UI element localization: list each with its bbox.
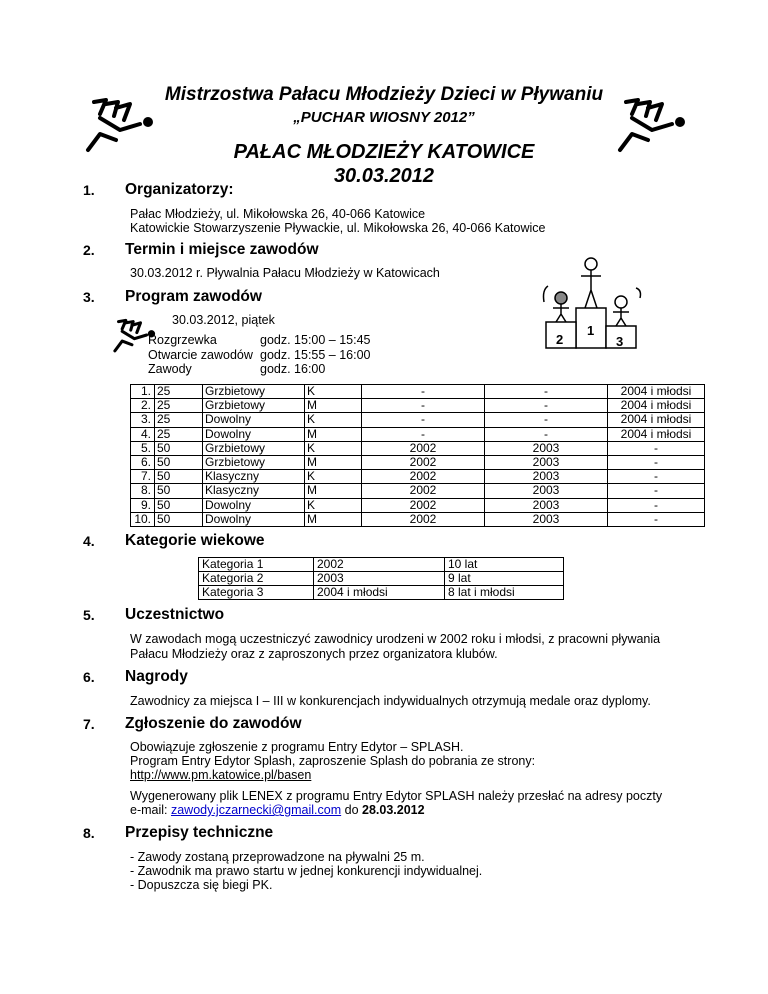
event-year-b: 2003 [485,470,608,484]
section-1-number: 1. [83,182,95,198]
section-6-line-1: Zawodnicy za miejsca I – III w konkurencjach indywidualnych otrzymują medale oraz dyplomy. [130,694,651,708]
events-table [130,384,705,527]
download-url-link[interactable]: http://www.pm.katowice.pl/basen [130,768,312,782]
event-year-b: - [485,385,608,399]
schedule-time: godz. 15:55 – 16:00 [260,347,371,362]
event-row [131,470,705,484]
event-distance: 50 [155,512,203,526]
event-subtitle: „PUCHAR WIOSNY 2012” [293,109,475,126]
section-1-line-2: Katowickie Stowarzyszenie Pływackie, ul. Mikołowska 26, 40-066 Katowice [130,221,546,235]
event-year-a: 2002 [362,441,485,455]
section-4-number: 4. [83,533,95,549]
event-year-b: - [485,399,608,413]
event-stroke: Dowolny [203,498,305,512]
event-year-c: - [608,498,705,512]
category-row [199,558,564,572]
event-row [131,484,705,498]
event-year-c: - [608,470,705,484]
category-year: 2003 [314,572,445,586]
event-stroke: Klasyczny [203,484,305,498]
event-stroke: Grzbietowy [203,399,305,413]
event-year-c: 2004 i młodsi [608,385,705,399]
schedule-time: godz. 16:00 [260,362,326,376]
category-name: Kategoria 3 [199,586,314,600]
section-8-number: 8. [83,825,95,841]
event-gender: M [305,512,362,526]
section-7-number: 7. [83,716,95,732]
email-prefix: e-mail: [130,803,171,817]
event-stroke: Grzbietowy [203,455,305,469]
event-gender: K [305,385,362,399]
section-5-line-1: W zawodach mogą uczestniczyć zawodnicy urodzeni w 2002 roku i młodsi, z pracowni pływania [130,632,661,646]
event-distance: 50 [155,470,203,484]
event-year-a: 2002 [362,484,485,498]
event-year-c: 2004 i młodsi [608,427,705,441]
event-stroke: Grzbietowy [203,441,305,455]
event-year-a: - [362,399,485,413]
event-distance: 25 [155,385,203,399]
event-distance: 50 [155,455,203,469]
section-1-line-1: Pałac Młodzieży, ul. Mikołowska 26, 40-066 Katowice [130,207,426,221]
event-row [131,455,705,469]
section-7-line-2: Program Entry Edytor Splash, zaproszenie Splash do pobrania ze strony: [130,754,536,768]
category-row [199,586,564,600]
event-row [131,413,705,427]
section-3-number: 3. [83,289,95,305]
event-number: 4. [131,427,155,441]
section-7-heading: Zgłoszenie do zawodów [125,715,302,732]
section-2-number: 2. [83,242,95,258]
podium-place-3: 3 [616,334,624,349]
event-gender: M [305,399,362,413]
event-year-c: 2004 i młodsi [608,399,705,413]
event-year-b: 2003 [485,441,608,455]
event-year-b: - [485,413,608,427]
section-5-number: 5. [83,607,95,623]
event-year-a: - [362,385,485,399]
event-gender: K [305,470,362,484]
event-distance: 50 [155,498,203,512]
section-2-line-1: 30.03.2012 r. Pływalnia Pałacu Młodzieży w Katowicach [130,266,440,280]
event-year-b: 2003 [485,512,608,526]
event-row [131,498,705,512]
section-4-heading: Kategorie wiekowe [125,532,265,549]
section-2-heading: Termin i miejsce zawodów [125,241,319,258]
category-name: Kategoria 1 [199,558,314,572]
event-year-a: 2002 [362,498,485,512]
event-date: 30.03.2012 [333,165,435,187]
event-number: 10. [131,512,155,526]
schedule-row [148,333,371,348]
section-7-email-line [130,803,425,818]
event-year-a: 2002 [362,470,485,484]
event-gender: M [305,484,362,498]
email-mid: do [341,803,362,817]
venue-name: PAŁAC MŁODZIEŻY KATOWICE [233,141,535,163]
schedule [148,333,371,377]
schedule-label: Rozgrzewka [148,333,217,347]
category-age: 10 lat [445,558,564,572]
category-row [199,572,564,586]
section-7-line-3: Wygenerowany plik LENEX z programu Entry Edytor SPLASH należy przesłać na adresy poczty [130,789,663,803]
schedule-label: Zawody [148,362,192,376]
section-1-heading: Organizatorzy: [125,181,234,198]
age-categories-table [198,557,564,600]
section-8-line-2: - Zawodnik ma prawo startu w jednej konkurencji indywidualnej. [130,864,483,878]
venue-title [0,140,768,188]
event-year-a: - [362,413,485,427]
event-row [131,385,705,399]
event-distance: 25 [155,399,203,413]
section-3-heading: Program zawodów [125,288,262,305]
schedule-row [148,348,371,363]
event-year-b: - [485,427,608,441]
schedule-time: godz. 15:00 – 15:45 [260,333,371,347]
category-age: 9 lat [445,572,564,586]
event-gender: K [305,498,362,512]
event-number: 6. [131,455,155,469]
event-year-b: 2003 [485,498,608,512]
event-gender: K [305,413,362,427]
event-row [131,441,705,455]
event-year-a: - [362,427,485,441]
event-year-a: 2002 [362,512,485,526]
category-age: 8 lat i młodsi [445,586,564,600]
section-8-heading: Przepisy techniczne [125,824,274,841]
event-year-c: - [608,441,705,455]
event-number: 1. [131,385,155,399]
event-row [131,399,705,413]
section-6-number: 6. [83,669,95,685]
event-distance: 50 [155,441,203,455]
event-year-a: 2002 [362,455,485,469]
event-year-c: - [608,455,705,469]
podium-place-1: 1 [587,323,595,338]
event-stroke: Klasyczny [203,470,305,484]
category-year: 2002 [314,558,445,572]
event-gender: K [305,441,362,455]
event-year-c: - [608,512,705,526]
schedule-label: Otwarcie zawodów [148,347,253,362]
category-name: Kategoria 2 [199,572,314,586]
category-year: 2004 i młodsi [314,586,445,600]
event-row [131,512,705,526]
event-year-b: 2003 [485,455,608,469]
section-5-heading: Uczestnictwo [125,606,225,623]
event-distance: 25 [155,427,203,441]
email-link[interactable]: zawody.jczarnecki@gmail.com [170,803,342,817]
event-number: 5. [131,441,155,455]
podium-place-2: 2 [556,332,564,347]
event-year-b: 2003 [485,484,608,498]
event-row [131,427,705,441]
event-gender: M [305,427,362,441]
program-date: 30.03.2012, piątek [172,313,275,327]
section-6-heading: Nagrody [125,668,188,685]
event-number: 8. [131,484,155,498]
deadline-date: 28.03.2012 [362,803,425,817]
event-number: 2. [131,399,155,413]
event-stroke: Dowolny [203,427,305,441]
event-year-c: - [608,484,705,498]
event-distance: 25 [155,413,203,427]
event-distance: 50 [155,484,203,498]
section-7-line-1: Obowiązuje zgłoszenie z programu Entry Edytor – SPLASH. [130,740,464,754]
event-gender: M [305,455,362,469]
schedule-row [148,362,371,377]
event-stroke: Dowolny [203,512,305,526]
section-8-line-3: - Dopuszcza się biegi PK. [130,878,273,892]
event-number: 7. [131,470,155,484]
event-stroke: Dowolny [203,413,305,427]
section-5-line-2: Pałacu Młodzieży oraz z zaproszonych przez organizatora klubów. [130,647,498,661]
podium-illustration [540,250,644,352]
event-stroke: Grzbietowy [203,385,305,399]
section-8-line-1: - Zawody zostaną przeprowadzone na pływalni 25 m. [130,850,425,864]
event-title: Mistrzostwa Pałacu Młodzieży Dzieci w Pływaniu [164,84,604,105]
event-number: 3. [131,413,155,427]
event-year-c: 2004 i młodsi [608,413,705,427]
event-number: 9. [131,498,155,512]
